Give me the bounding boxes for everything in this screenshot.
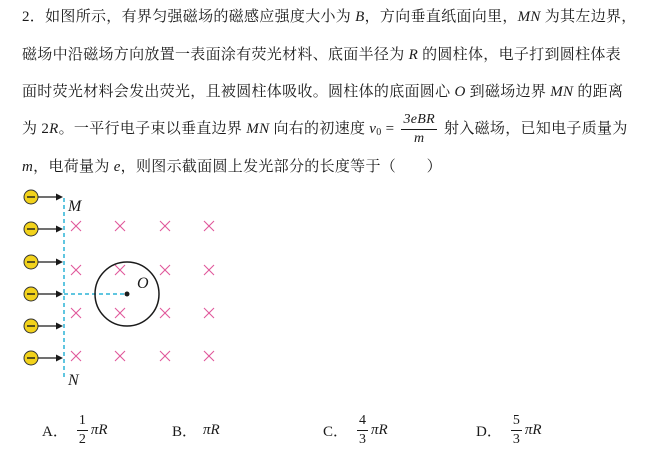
text: 到磁场边界 <box>465 84 551 100</box>
field-cross <box>204 308 214 318</box>
option-c[interactable] <box>323 412 388 448</box>
field-cross <box>115 351 125 361</box>
text: ，电荷量为 <box>33 159 114 175</box>
option-a-denominator: 2 <box>78 431 86 447</box>
arrow-head-icon <box>56 226 63 233</box>
text: 2．如图所示，有界匀强磁场的磁感应强度大小为 <box>22 9 356 25</box>
text: 为其左边界， <box>540 9 637 25</box>
electron <box>24 255 63 269</box>
field-cross <box>115 221 125 231</box>
option-d-expr: πR <box>524 421 542 438</box>
option-b[interactable] <box>172 412 220 448</box>
field-cross <box>71 265 81 275</box>
field-cross <box>160 351 170 361</box>
equals-sign: = <box>381 121 399 137</box>
var-m: m <box>22 159 34 175</box>
arrow-head-icon <box>56 355 63 362</box>
option-b-label: B． <box>172 423 198 440</box>
option-c-expr: πR <box>371 421 388 438</box>
option-d-denominator: 3 <box>512 431 520 447</box>
var-e: e <box>113 159 121 175</box>
field-cross <box>115 308 125 318</box>
magnetic-field-figure <box>0 0 240 400</box>
var-v: v <box>369 121 377 137</box>
option-a-numerator: 1 <box>77 413 88 431</box>
var-mn: MN <box>246 121 270 137</box>
text: 磁场中沿磁场方向放置一表面涂有荧光材料、底面半径为 <box>22 47 409 63</box>
arrow-head-icon <box>56 291 63 298</box>
option-d-numerator: 5 <box>511 413 522 431</box>
velocity-fraction <box>401 112 437 147</box>
var-mn: MN <box>550 84 574 100</box>
field-cross <box>204 221 214 231</box>
option-a-fraction <box>77 413 88 448</box>
text: 的圆柱体，电子打到圆柱体表 <box>418 47 621 63</box>
text: ，方向垂直纸面向里， <box>364 9 518 25</box>
text: 为 2 <box>22 121 50 137</box>
label-n: N <box>68 372 79 389</box>
option-d[interactable] <box>476 412 542 448</box>
field-cross <box>71 351 81 361</box>
var-r: R <box>408 47 419 63</box>
electron <box>24 351 63 365</box>
option-b-expr: πR <box>203 421 220 438</box>
option-d-label: D． <box>476 423 502 440</box>
field-cross <box>160 308 170 318</box>
option-c-numerator: 4 <box>357 413 368 431</box>
text: 射入磁场，已知电子质量为 <box>439 121 628 137</box>
text: 。一平行电子束以垂直边界 <box>58 121 247 137</box>
option-c-fraction <box>357 413 368 448</box>
text: ，则图示截面圆上发光部分的长度等于（ ） <box>120 159 442 175</box>
option-c-denominator: 3 <box>359 431 367 447</box>
var-v-subscript: 0 <box>376 127 382 138</box>
label-m: M <box>68 198 82 215</box>
field-cross <box>71 308 81 318</box>
label-o: O <box>137 275 149 292</box>
text: 向右的初速度 <box>269 121 370 137</box>
electron <box>24 190 63 204</box>
electron-beam <box>24 190 63 365</box>
electron <box>24 222 63 236</box>
text: 的距离 <box>573 84 624 100</box>
field-cross <box>204 351 214 361</box>
arrow-head-icon <box>56 259 63 266</box>
arrow-head-icon <box>56 323 63 330</box>
option-a[interactable] <box>42 412 108 448</box>
field-cross <box>204 265 214 275</box>
fraction-denominator: m <box>414 130 425 146</box>
var-o: O <box>454 84 466 100</box>
fraction-numerator: 3eBR <box>401 112 437 130</box>
var-r: R <box>49 121 59 137</box>
field-cross <box>71 221 81 231</box>
field-cross <box>160 265 170 275</box>
option-a-expr: πR <box>90 421 108 438</box>
option-d-fraction <box>511 413 522 448</box>
electron <box>24 287 63 301</box>
field-cross <box>160 221 170 231</box>
center-point-o <box>125 292 130 297</box>
option-a-label: A． <box>42 423 68 440</box>
option-c-label: C． <box>323 423 349 440</box>
arrow-head-icon <box>56 194 63 201</box>
var-mn: MN <box>517 9 541 25</box>
electron <box>24 319 63 333</box>
field-cross <box>115 265 125 275</box>
var-b: B <box>355 9 365 25</box>
text: 面时荧光材料会发出荧光，且被圆柱体吸收。圆柱体的底面圆心 <box>22 84 455 100</box>
